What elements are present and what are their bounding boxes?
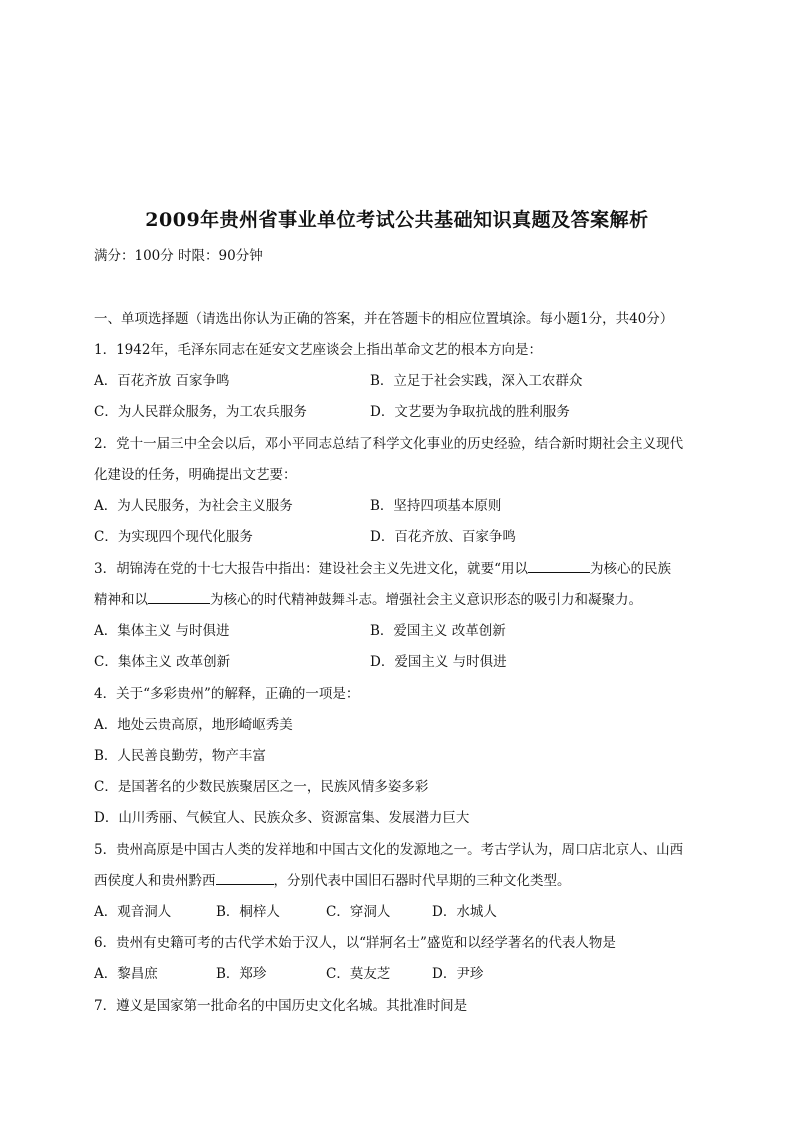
q3-option-d: D．爱国主义 与时俱进 xyxy=(370,654,507,670)
q3-stem-line-2 xyxy=(94,591,642,609)
q4-option-c: C．是国著名的少数民族聚居区之一，民族风情多姿多彩 xyxy=(94,779,429,795)
q7-stem: 7．遵义是国家第一批命名的中国历史文化名城。其批准时间是 xyxy=(94,998,468,1014)
q3-stem-part-4: 为核心的时代精神鼓舞斗志。增强社会主义意识形态的吸引力和凝聚力。 xyxy=(210,592,642,608)
q5-stem-part-2: ，分别代表中国旧石器时代早期的三种文化类型。 xyxy=(273,873,571,889)
fill-blank xyxy=(216,872,274,885)
q1-option-a: A．百花齐放 百家争鸣 xyxy=(94,373,230,389)
q2-stem-line-2: 化建设的任务，明确提出文艺要： xyxy=(94,467,297,483)
q5-option-c: C．穿洞人 xyxy=(326,904,391,920)
q4-option-d: D．山川秀丽、气候宜人、民族众多、资源富集、发展潜力巨大 xyxy=(94,810,470,826)
q3-stem-part-1: 3．胡锦涛在党的十七大报告中指出：建设社会主义先进文化，就要“用以 xyxy=(94,561,528,577)
q3-stem-part-2: 为核心的民族 xyxy=(590,561,671,577)
q4-option-a: A．地处云贵高原，地形崎岖秀美 xyxy=(94,717,293,733)
q5-option-d: D．水城人 xyxy=(432,904,497,920)
q5-option-b: B．桐梓人 xyxy=(216,904,280,920)
q3-option-b: B．爱国主义 改革创新 xyxy=(370,623,506,639)
fill-blank xyxy=(528,560,590,573)
q1-option-b: B．立足于社会实践，深入工农群众 xyxy=(370,373,583,389)
q2-option-d: D．百花齐放、百家争鸣 xyxy=(370,529,516,545)
q6-option-c: C．莫友芝 xyxy=(326,966,391,982)
q2-stem-line-1: 2．党十一届三中全会以后，邓小平同志总结了科学文化事业的历史经验，结合新时期社会主义现代 xyxy=(94,436,684,452)
q1-option-c: C．为人民群众服务，为工农兵服务 xyxy=(94,404,307,420)
q3-option-c: C．集体主义 改革创新 xyxy=(94,654,231,670)
q3-stem-line-1 xyxy=(94,560,671,578)
q5-stem-line-1: 5．贵州高原是中国古人类的发祥地和中国古文化的发源地之一。考古学认为，周口店北京人、山西 xyxy=(94,842,684,858)
section-heading: 一、单项选择题（请选出你认为正确的答案，并在答题卡的相应位置填涂。每小题1分，共40分） xyxy=(94,311,674,327)
score-time-info: 满分：100分 时限：90分钟 xyxy=(94,248,263,264)
q5-option-a: A．观音洞人 xyxy=(94,904,172,920)
q2-option-c: C．为实现四个现代化服务 xyxy=(94,529,253,545)
q3-option-a: A．集体主义 与时俱进 xyxy=(94,623,230,639)
q1-option-d: D．文艺要为争取抗战的胜利服务 xyxy=(370,404,570,420)
q5-stem-part-1: 西侯度人和贵州黔西 xyxy=(94,873,216,889)
fill-blank xyxy=(148,591,210,604)
q1-option-row-1 xyxy=(94,372,230,390)
q6-option-b: B．郑珍 xyxy=(216,966,267,982)
q1-stem: 1．1942年，毛泽东同志在延安文艺座谈会上指出革命文艺的根本方向是： xyxy=(94,342,542,358)
q6-option-a: A．黎昌庶 xyxy=(94,966,158,982)
q2-option-b: B．坚持四项基本原则 xyxy=(370,498,502,514)
q6-stem: 6．贵州有史籍可考的古代学术始于汉人，以“牂牁名士”盛览和以经学著名的代表人物是 xyxy=(94,935,616,951)
q4-option-b: B．人民善良勤劳，物产丰富 xyxy=(94,748,266,764)
q6-option-d: D．尹珍 xyxy=(432,966,484,982)
document-title: 2009年贵州省事业单位考试公共基础知识真题及答案解析 xyxy=(145,209,649,231)
q3-stem-part-3: 精神和以 xyxy=(94,592,148,608)
q4-stem: 4．关于“多彩贵州”的解释，正确的一项是： xyxy=(94,686,360,702)
q2-option-a: A．为人民服务，为社会主义服务 xyxy=(94,498,293,514)
q5-stem-line-2 xyxy=(94,872,571,890)
